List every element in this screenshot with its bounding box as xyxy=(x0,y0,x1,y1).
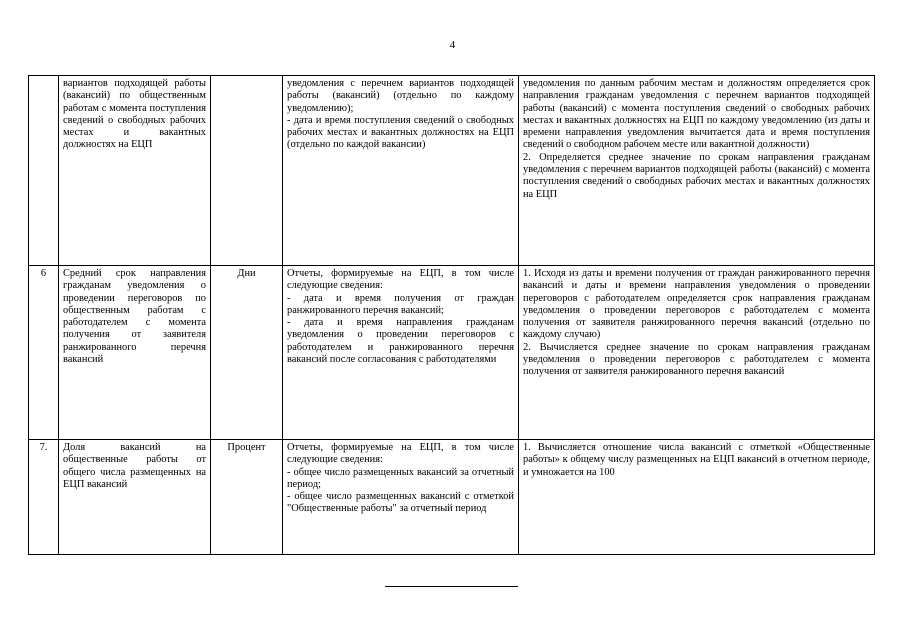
cell-paragraph: уведомления по данным рабочим местам и должностям определяется срок направления гражданам уведомления с перечнем вариантов подходящей работы (вакансий) с момента поступления сведений о свободных рабочих местах и вакантных должностях на ЕЦП по каждому уведомлению (из даты и времени направления уведомления вычитается дата и время поступления сведений о свободном рабочем месте или вакантной должности) xyxy=(523,78,870,151)
table-row xyxy=(29,440,875,555)
unit-cell: Процент xyxy=(211,440,283,555)
calculation-method-cell xyxy=(519,266,875,440)
cell-paragraph: - дата и время направления гражданам уведомления о проведении переговоров с работодателем и ранжированного перечня вакансий после согласования с работодателями xyxy=(287,317,514,366)
cell-paragraph: 2. Вычисляется среднее значение по срокам направления гражданам уведомления о проведении переговоров с работодателем с момента получения от заявителя ранжированного перечня вакансий xyxy=(523,341,870,378)
row-number-cell xyxy=(29,76,59,266)
unit-cell: Дни xyxy=(211,266,283,440)
unit-cell xyxy=(211,76,283,266)
page-number: 4 xyxy=(449,39,456,51)
indicator-name-cell: Доля вакансий на общественные работы от общего числа размещенных на ЕЦП вакансий xyxy=(59,440,211,555)
indicators-table xyxy=(28,75,875,555)
footer-divider xyxy=(385,586,518,587)
row-number-cell: 6 xyxy=(29,266,59,440)
table-row xyxy=(29,76,875,266)
cell-paragraph: 2. Определяется среднее значение по срокам направления гражданам уведомления с перечнем вариантов подходящей работы (вакансий) с момента поступления сведений о свободных рабочих местах и вакантных должностях на ЕЦП xyxy=(523,151,870,200)
cell-paragraph: - общее число размещенных вакансий с отметкой "Общественные работы" за отчетный период xyxy=(287,491,514,515)
table-row xyxy=(29,266,875,440)
data-source-cell xyxy=(283,440,519,555)
cell-paragraph: 1. Исходя из даты и времени получения от граждан ранжированного перечня вакансий и даты и времени направления уведомления о проведении переговоров с работодателем определяется срок направления гражданам уведомления о проведении переговоров с работодателем с момента получения от заявителя ранжированного перечня вакансий (отдельно по каждому случаю) xyxy=(523,268,870,341)
cell-paragraph: - дата и время получения от граждан ранжированного перечня вакансий; xyxy=(287,292,514,316)
data-source-cell xyxy=(283,76,519,266)
row-number-cell: 7. xyxy=(29,440,59,555)
calculation-method-cell: 1. Вычисляется отношение числа вакансий с отметкой «Общественные работы» к общему числу размещенных на ЕЦП вакансий в отчетном периоде, и умножается на 100 xyxy=(519,440,875,555)
cell-paragraph: - дата и время поступления сведений о свободных рабочих местах и вакантных должностях на ЕЦП (отдельно по каждой вакансии) xyxy=(287,114,514,151)
data-source-cell xyxy=(283,266,519,440)
cell-paragraph: Отчеты, формируемые на ЕЦП, в том числе следующие сведения: xyxy=(287,268,514,292)
cell-paragraph: Отчеты, формируемые на ЕЦП, в том числе следующие сведения: xyxy=(287,442,514,466)
indicator-name-cell: вариантов подходящей работы (вакансий) по общественным работам с момента поступления сведений о свободных рабочих местах и вакантных должностях на ЕЦП xyxy=(59,76,211,266)
calculation-method-cell xyxy=(519,76,875,266)
cell-paragraph: - общее число размещенных вакансий за отчетный период; xyxy=(287,466,514,490)
indicator-name-cell: Средний срок направления гражданам уведомления о проведении переговоров по общественным работам с работодателем с момента получения от заявителя ранжированного перечня вакансий xyxy=(59,266,211,440)
cell-paragraph: уведомления с перечнем вариантов подходящей работы (вакансий) (отдельно по каждому уведомлению); xyxy=(287,78,514,114)
